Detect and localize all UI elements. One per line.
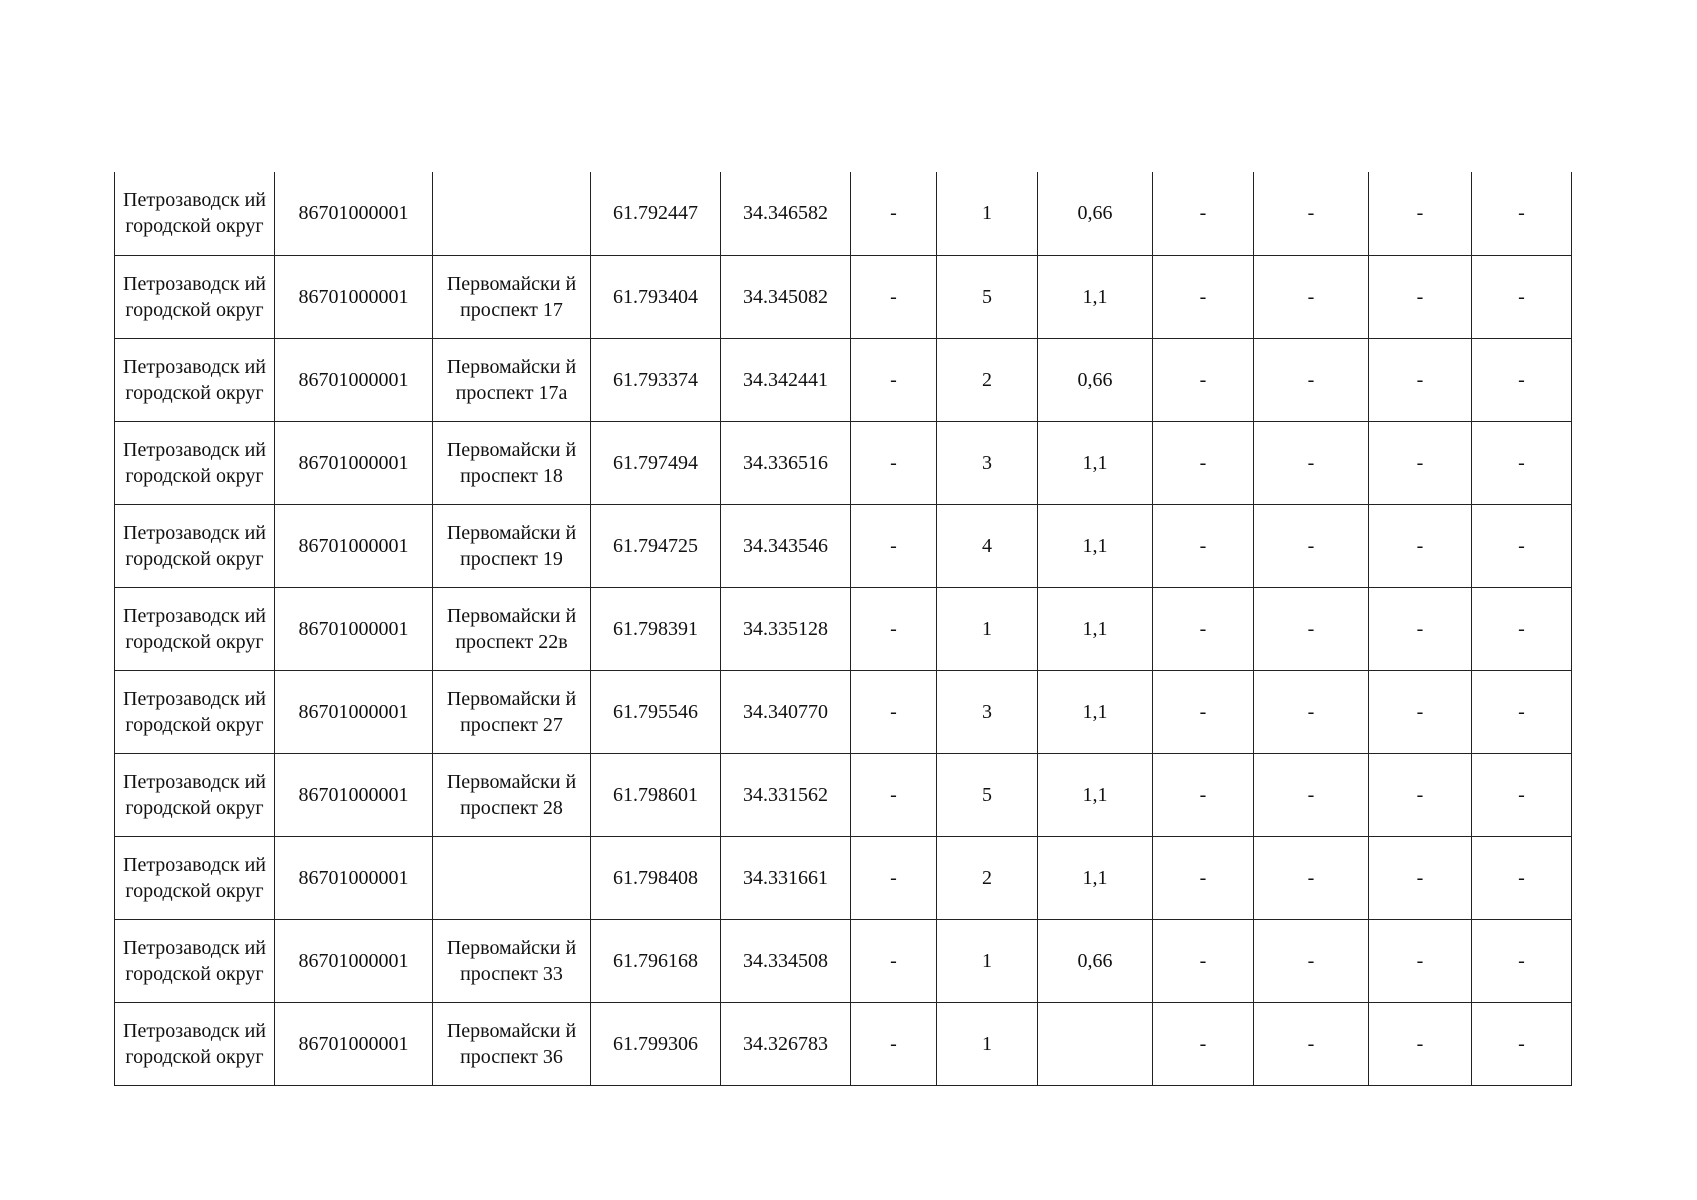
column-12-cell — [1472, 172, 1572, 255]
latitude-cell — [591, 587, 721, 670]
column-9-cell-text: - — [1199, 617, 1207, 640]
address-cell — [433, 172, 591, 255]
oktmo-cell-text: 86701000001 — [298, 700, 409, 723]
municipality-cell — [115, 1002, 275, 1085]
column-11-cell — [1369, 504, 1472, 587]
column-11-cell — [1369, 255, 1472, 338]
address-cell — [433, 338, 591, 421]
column-6-cell — [851, 919, 937, 1002]
oktmo-cell-text: 86701000001 — [298, 451, 409, 474]
longitude-cell — [721, 670, 851, 753]
municipality-cell-text: Петрозаводск ий городской округ — [123, 272, 266, 321]
longitude-cell-text: 34.334508 — [743, 949, 828, 972]
column-9-cell-text: - — [1199, 866, 1207, 889]
address-cell-text: Первомайски й проспект 18 — [446, 438, 577, 487]
column-11-cell — [1369, 421, 1472, 504]
container-count-cell — [937, 421, 1038, 504]
column-6-cell-text: - — [890, 285, 897, 308]
container-count-cell — [937, 172, 1038, 255]
column-11-cell — [1369, 836, 1472, 919]
oktmo-cell-text: 86701000001 — [298, 949, 409, 972]
column-10-cell-text: - — [1307, 368, 1315, 391]
latitude-cell-text: 61.793374 — [613, 368, 698, 391]
column-12-cell — [1472, 587, 1572, 670]
oktmo-cell-text: 86701000001 — [298, 202, 409, 225]
container-count-cell-text: 2 — [982, 368, 992, 391]
column-12-cell — [1472, 753, 1572, 836]
address-cell — [433, 421, 591, 504]
latitude-cell — [591, 338, 721, 421]
column-12-cell-text: - — [1518, 949, 1525, 972]
latitude-cell-text: 61.797494 — [613, 451, 698, 474]
longitude-cell-text: 34.342441 — [743, 368, 828, 391]
municipality-cell — [115, 919, 275, 1002]
column-12-cell-text: - — [1518, 202, 1525, 225]
container-volume-cell-text: 0,66 — [1077, 368, 1113, 391]
table-row — [115, 1002, 1572, 1085]
address-cell — [433, 255, 591, 338]
column-9-cell — [1153, 421, 1254, 504]
container-volume-cell-text: 0,66 — [1077, 949, 1113, 972]
oktmo-cell — [275, 919, 433, 1002]
column-10-cell-text: - — [1307, 534, 1315, 557]
container-volume-cell — [1038, 919, 1153, 1002]
column-6-cell — [851, 1002, 937, 1085]
oktmo-cell — [275, 255, 433, 338]
column-6-cell-text: - — [890, 1032, 897, 1055]
column-10-cell-text: - — [1307, 1032, 1315, 1055]
container-volume-cell — [1038, 172, 1153, 255]
column-6-cell — [851, 836, 937, 919]
container-count-cell-text: 1 — [982, 202, 992, 225]
column-6-cell-text: - — [890, 534, 897, 557]
column-12-cell — [1472, 836, 1572, 919]
container-count-cell — [937, 836, 1038, 919]
longitude-cell — [721, 753, 851, 836]
column-11-cell-text: - — [1416, 534, 1424, 557]
table-row — [115, 587, 1572, 670]
column-10-cell — [1254, 836, 1369, 919]
municipality-cell — [115, 670, 275, 753]
table-row — [115, 504, 1572, 587]
latitude-cell-text: 61.792447 — [613, 202, 698, 225]
longitude-cell-text: 34.340770 — [743, 700, 828, 723]
latitude-cell — [591, 836, 721, 919]
address-cell — [433, 587, 591, 670]
latitude-cell-text: 61.796168 — [613, 949, 698, 972]
municipality-cell — [115, 421, 275, 504]
municipality-cell-text: Петрозаводск ий городской округ — [123, 604, 266, 653]
column-9-cell — [1153, 919, 1254, 1002]
address-cell — [433, 670, 591, 753]
address-cell — [433, 504, 591, 587]
longitude-cell-text: 34.335128 — [743, 617, 828, 640]
municipality-cell — [115, 172, 275, 255]
column-9-cell — [1153, 753, 1254, 836]
municipality-cell-text: Петрозаводск ий городской округ — [123, 687, 266, 736]
column-11-cell — [1369, 753, 1472, 836]
column-6-cell-text: - — [890, 368, 897, 391]
oktmo-cell — [275, 836, 433, 919]
column-6-cell — [851, 504, 937, 587]
container-volume-cell — [1038, 587, 1153, 670]
address-cell-text: Первомайски й проспект 28 — [446, 770, 577, 819]
column-9-cell-text: - — [1199, 202, 1207, 225]
column-9-cell — [1153, 255, 1254, 338]
container-volume-cell — [1038, 753, 1153, 836]
table-row — [115, 255, 1572, 338]
column-12-cell-text: - — [1518, 451, 1525, 474]
container-volume-cell-text: 1,1 — [1082, 285, 1108, 308]
longitude-cell-text: 34.331562 — [743, 783, 828, 806]
column-12-cell — [1472, 504, 1572, 587]
column-10-cell-text: - — [1307, 783, 1315, 806]
container-count-cell — [937, 670, 1038, 753]
latitude-cell — [591, 255, 721, 338]
container-count-cell — [937, 504, 1038, 587]
latitude-cell — [591, 753, 721, 836]
column-9-cell — [1153, 172, 1254, 255]
longitude-cell — [721, 421, 851, 504]
column-12-cell — [1472, 255, 1572, 338]
container-volume-cell-text: 1,1 — [1082, 534, 1108, 557]
municipality-cell — [115, 753, 275, 836]
latitude-cell-text: 61.798601 — [613, 783, 698, 806]
longitude-cell-text: 34.343546 — [743, 534, 828, 557]
municipality-cell — [115, 836, 275, 919]
column-10-cell-text: - — [1307, 617, 1315, 640]
table-row — [115, 753, 1572, 836]
column-6-cell — [851, 172, 937, 255]
column-11-cell — [1369, 919, 1472, 1002]
column-11-cell-text: - — [1416, 285, 1424, 308]
column-12-cell-text: - — [1518, 368, 1525, 391]
column-10-cell-text: - — [1307, 949, 1315, 972]
latitude-cell — [591, 504, 721, 587]
oktmo-cell-text: 86701000001 — [298, 534, 409, 557]
column-10-cell-text: - — [1307, 202, 1315, 225]
address-cell-text: Первомайски й проспект 33 — [446, 936, 577, 985]
column-11-cell-text: - — [1416, 617, 1424, 640]
column-6-cell — [851, 753, 937, 836]
oktmo-cell — [275, 172, 433, 255]
longitude-cell-text: 34.346582 — [743, 202, 828, 225]
latitude-cell-text: 61.793404 — [613, 285, 698, 308]
column-11-cell-text: - — [1416, 202, 1424, 225]
column-10-cell — [1254, 255, 1369, 338]
container-count-cell-text: 1 — [982, 1032, 992, 1055]
table-row — [115, 670, 1572, 753]
address-cell-text: Первомайски й проспект 36 — [446, 1019, 577, 1068]
container-volume-cell — [1038, 504, 1153, 587]
latitude-cell-text: 61.794725 — [613, 534, 698, 557]
oktmo-cell-text: 86701000001 — [298, 285, 409, 308]
oktmo-cell — [275, 670, 433, 753]
oktmo-cell-text: 86701000001 — [298, 783, 409, 806]
longitude-cell — [721, 919, 851, 1002]
container-volume-cell-text: 1,1 — [1082, 783, 1108, 806]
longitude-cell — [721, 172, 851, 255]
column-9-cell-text: - — [1199, 700, 1207, 723]
address-cell-text: Первомайски й проспект 17 — [446, 272, 577, 321]
column-11-cell — [1369, 172, 1472, 255]
municipality-cell-text: Петрозаводск ий городской округ — [123, 1019, 266, 1068]
column-6-cell — [851, 670, 937, 753]
column-6-cell-text: - — [890, 617, 897, 640]
municipality-cell-text: Петрозаводск ий городской округ — [123, 355, 266, 404]
column-10-cell — [1254, 753, 1369, 836]
latitude-cell-text: 61.799306 — [613, 1032, 698, 1055]
container-count-cell-text: 4 — [982, 534, 992, 557]
container-count-cell-text: 5 — [982, 285, 992, 308]
longitude-cell — [721, 504, 851, 587]
column-11-cell — [1369, 1002, 1472, 1085]
column-10-cell — [1254, 421, 1369, 504]
column-11-cell — [1369, 670, 1472, 753]
column-12-cell — [1472, 919, 1572, 1002]
municipality-cell — [115, 338, 275, 421]
column-6-cell-text: - — [890, 949, 897, 972]
column-9-cell-text: - — [1199, 451, 1207, 474]
column-12-cell-text: - — [1518, 285, 1525, 308]
column-11-cell-text: - — [1416, 368, 1424, 391]
container-volume-cell-text: 1,1 — [1082, 700, 1108, 723]
column-6-cell-text: - — [890, 202, 897, 225]
column-9-cell-text: - — [1199, 1032, 1207, 1055]
column-10-cell-text: - — [1307, 451, 1315, 474]
column-11-cell-text: - — [1416, 700, 1424, 723]
address-cell-text: Первомайски й проспект 27 — [446, 687, 577, 736]
column-9-cell-text: - — [1199, 534, 1207, 557]
column-9-cell-text: - — [1199, 783, 1207, 806]
municipality-cell-text: Петрозаводск ий городской округ — [123, 770, 266, 819]
container-volume-cell-text: 1,1 — [1082, 451, 1108, 474]
longitude-cell-text: 34.331661 — [743, 866, 828, 889]
column-9-cell — [1153, 670, 1254, 753]
column-6-cell — [851, 255, 937, 338]
column-6-cell-text: - — [890, 783, 897, 806]
column-11-cell-text: - — [1416, 1032, 1424, 1055]
container-volume-cell — [1038, 836, 1153, 919]
oktmo-cell-text: 86701000001 — [298, 368, 409, 391]
oktmo-cell — [275, 338, 433, 421]
column-9-cell — [1153, 504, 1254, 587]
column-9-cell — [1153, 1002, 1254, 1085]
column-12-cell-text: - — [1518, 866, 1525, 889]
data-table — [114, 172, 1572, 1086]
column-6-cell-text: - — [890, 866, 897, 889]
municipality-cell — [115, 504, 275, 587]
address-cell — [433, 836, 591, 919]
address-cell — [433, 753, 591, 836]
column-9-cell — [1153, 836, 1254, 919]
column-12-cell-text: - — [1518, 783, 1525, 806]
municipality-cell-text: Петрозаводск ий городской округ — [123, 189, 266, 238]
oktmo-cell — [275, 1002, 433, 1085]
longitude-cell-text: 34.345082 — [743, 285, 828, 308]
column-6-cell — [851, 587, 937, 670]
container-count-cell — [937, 338, 1038, 421]
column-12-cell — [1472, 421, 1572, 504]
table-body — [115, 172, 1572, 1085]
oktmo-cell-text: 86701000001 — [298, 1032, 409, 1055]
container-volume-cell — [1038, 338, 1153, 421]
container-count-cell — [937, 1002, 1038, 1085]
table-row — [115, 338, 1572, 421]
column-12-cell-text: - — [1518, 1032, 1525, 1055]
latitude-cell-text: 61.798408 — [613, 866, 698, 889]
municipality-cell-text: Петрозаводск ий городской округ — [123, 853, 266, 902]
column-12-cell-text: - — [1518, 700, 1525, 723]
container-volume-cell — [1038, 421, 1153, 504]
column-6-cell-text: - — [890, 451, 897, 474]
latitude-cell — [591, 421, 721, 504]
address-cell — [433, 919, 591, 1002]
container-volume-cell-text: 1,1 — [1082, 617, 1108, 640]
longitude-cell — [721, 338, 851, 421]
address-cell — [433, 1002, 591, 1085]
oktmo-cell — [275, 753, 433, 836]
column-12-cell-text: - — [1518, 534, 1525, 557]
column-6-cell-text: - — [890, 700, 897, 723]
oktmo-cell-text: 86701000001 — [298, 866, 409, 889]
column-9-cell-text: - — [1199, 949, 1207, 972]
column-9-cell-text: - — [1199, 368, 1207, 391]
container-volume-cell — [1038, 670, 1153, 753]
column-10-cell — [1254, 1002, 1369, 1085]
column-10-cell — [1254, 670, 1369, 753]
column-10-cell — [1254, 587, 1369, 670]
container-volume-cell — [1038, 255, 1153, 338]
column-10-cell — [1254, 504, 1369, 587]
column-10-cell — [1254, 172, 1369, 255]
address-cell-text: Первомайски й проспект 22в — [446, 604, 577, 653]
column-12-cell — [1472, 1002, 1572, 1085]
longitude-cell — [721, 836, 851, 919]
latitude-cell — [591, 1002, 721, 1085]
address-cell-text: Первомайски й проспект 17а — [446, 355, 577, 404]
longitude-cell-text: 34.336516 — [743, 451, 828, 474]
container-count-cell — [937, 255, 1038, 338]
column-6-cell — [851, 421, 937, 504]
container-count-cell-text: 1 — [982, 617, 992, 640]
container-count-cell-text: 2 — [982, 866, 992, 889]
column-11-cell — [1369, 587, 1472, 670]
column-10-cell-text: - — [1307, 866, 1315, 889]
municipality-cell — [115, 255, 275, 338]
latitude-cell — [591, 172, 721, 255]
table-row — [115, 421, 1572, 504]
longitude-cell — [721, 255, 851, 338]
column-9-cell — [1153, 338, 1254, 421]
column-6-cell — [851, 338, 937, 421]
column-12-cell — [1472, 338, 1572, 421]
latitude-cell — [591, 670, 721, 753]
container-volume-cell-text: 0,66 — [1077, 202, 1113, 225]
column-10-cell-text: - — [1307, 285, 1315, 308]
column-12-cell-text: - — [1518, 617, 1525, 640]
oktmo-cell — [275, 587, 433, 670]
column-10-cell — [1254, 919, 1369, 1002]
container-count-cell — [937, 587, 1038, 670]
container-volume-cell — [1038, 1002, 1153, 1085]
container-count-cell-text: 5 — [982, 783, 992, 806]
table-row — [115, 172, 1572, 255]
container-count-cell-text: 3 — [982, 451, 992, 474]
column-9-cell — [1153, 587, 1254, 670]
municipality-cell-text: Петрозаводск ий городской округ — [123, 438, 266, 487]
container-count-cell — [937, 919, 1038, 1002]
oktmo-cell — [275, 421, 433, 504]
column-11-cell-text: - — [1416, 451, 1424, 474]
longitude-cell — [721, 587, 851, 670]
municipality-cell — [115, 587, 275, 670]
oktmo-cell-text: 86701000001 — [298, 617, 409, 640]
column-11-cell — [1369, 338, 1472, 421]
oktmo-cell — [275, 504, 433, 587]
container-count-cell-text: 3 — [982, 700, 992, 723]
container-count-cell-text: 1 — [982, 949, 992, 972]
latitude-cell — [591, 919, 721, 1002]
address-cell-text: Первомайски й проспект 19 — [446, 521, 577, 570]
municipality-cell-text: Петрозаводск ий городской округ — [123, 936, 266, 985]
container-volume-cell-text: 1,1 — [1082, 866, 1108, 889]
column-10-cell — [1254, 338, 1369, 421]
municipality-cell-text: Петрозаводск ий городской округ — [123, 521, 266, 570]
column-11-cell-text: - — [1416, 866, 1424, 889]
latitude-cell-text: 61.795546 — [613, 700, 698, 723]
longitude-cell — [721, 1002, 851, 1085]
column-12-cell — [1472, 670, 1572, 753]
longitude-cell-text: 34.326783 — [743, 1032, 828, 1055]
table-row — [115, 836, 1572, 919]
container-count-cell — [937, 753, 1038, 836]
column-10-cell-text: - — [1307, 700, 1315, 723]
column-11-cell-text: - — [1416, 949, 1424, 972]
table-row — [115, 919, 1572, 1002]
latitude-cell-text: 61.798391 — [613, 617, 698, 640]
column-9-cell-text: - — [1199, 285, 1207, 308]
column-11-cell-text: - — [1416, 783, 1424, 806]
